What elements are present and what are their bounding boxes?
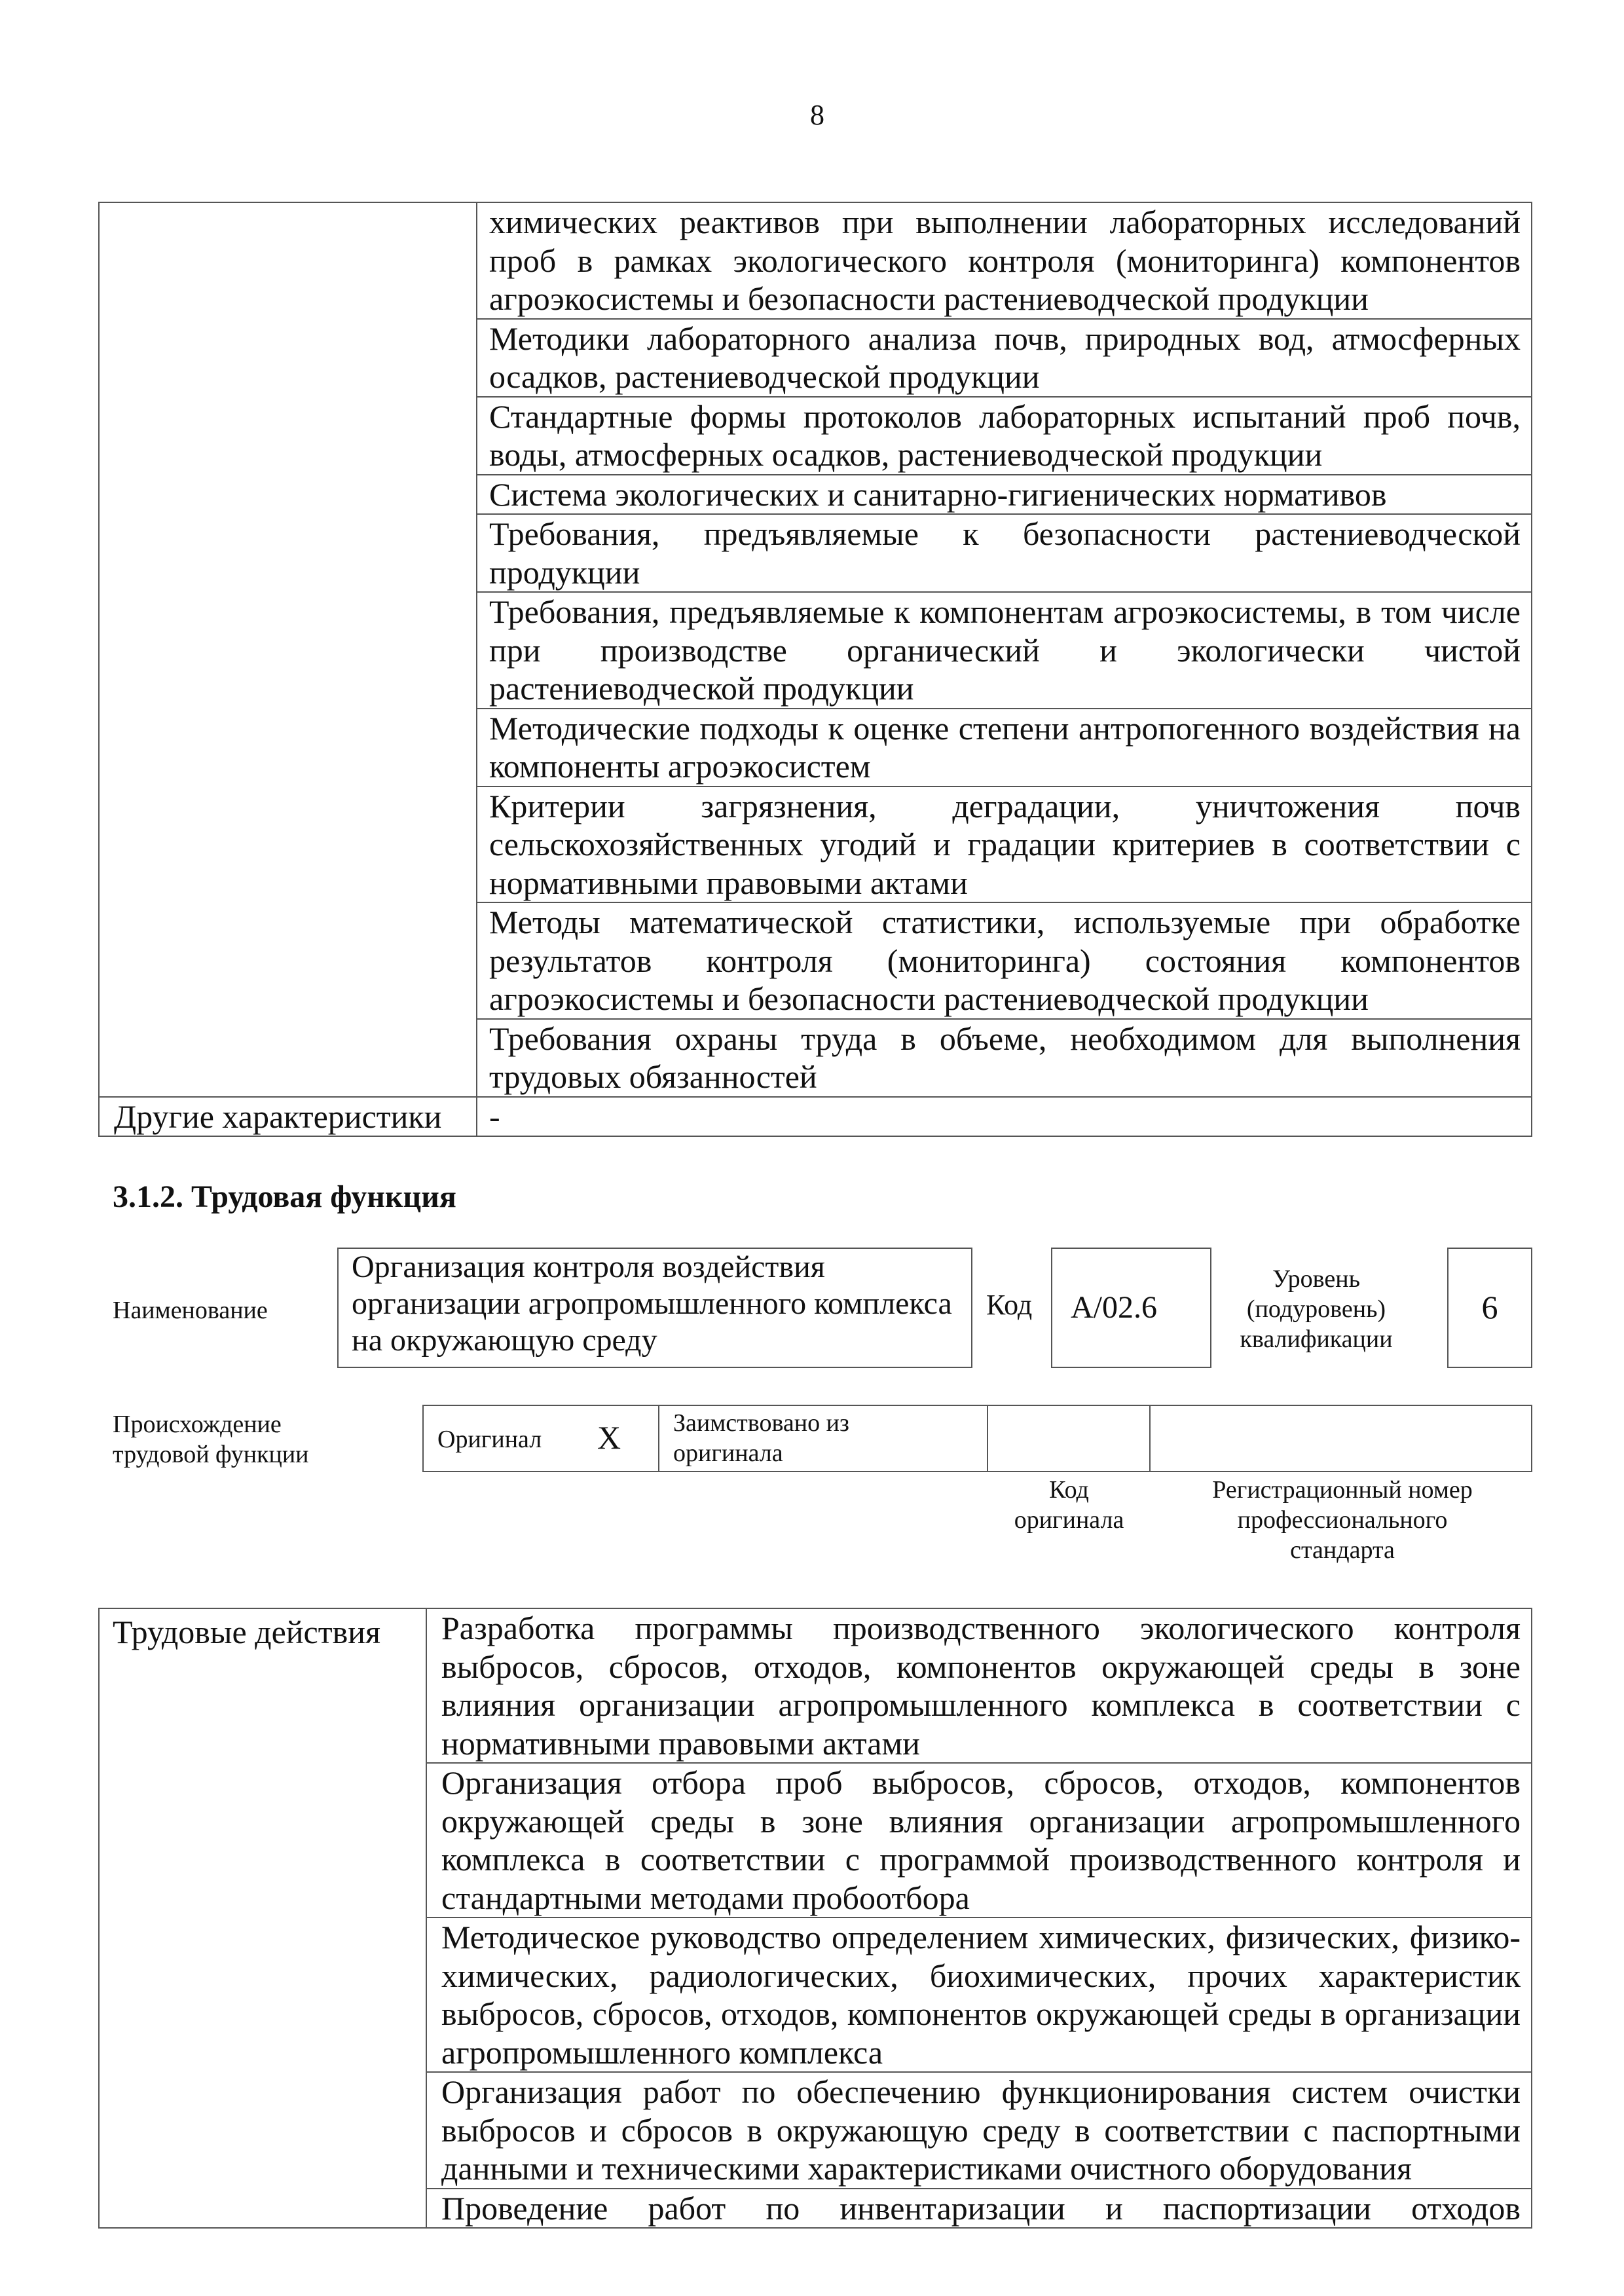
origin-divider (1149, 1405, 1151, 1472)
origin-divider (658, 1405, 659, 1472)
knowledge-item: химических реактивов при выполнении лабораторных исследований проб в рамках экологического контроля (мониторинга) компонентов агроэкосистемы и безопасности растениеводческой продукции (477, 202, 1532, 319)
original-label: Оригинал (437, 1426, 542, 1453)
labor-action-item: Организация отбора проб выбросов, сбросов, отходов, компонентов окружающей среды в зоне влияния организации агропромышленного комплекса в соответствии с программой производственного контроля и стандартными методами пробоотбора (426, 1763, 1532, 1917)
registration-number-caption: Регистрационный номер профессионального стандарта (1212, 1476, 1473, 1564)
level-box (1447, 1248, 1532, 1368)
name-value: Организация контроля воздействия организации агропромышленного комплекса на окружающую среду (352, 1250, 952, 1358)
knowledge-item: Методики лабораторного анализа почв, природных вод, атмосферных осадков, растениеводческой продукции (477, 319, 1532, 397)
level-value: 6 (1481, 1289, 1498, 1325)
knowledge-item: Методические подходы к оценке степени антропогенного воздействия на компоненты агроэкосистем (477, 709, 1532, 787)
other-characteristics-label: Другие характеристики (99, 1097, 477, 1137)
knowledge-item: Стандартные формы протоколов лабораторных испытаний проб почв, воды, атмосферных осадков, растениеводческой продукции (477, 397, 1532, 475)
knowledge-table (98, 202, 1532, 1137)
knowledge-item: Требования охраны труда в объеме, необходимом для выполнения трудовых обязанностей (477, 1019, 1532, 1097)
labor-action-item: Разработка программы производственного экологического контроля выбросов, сбросов, отходов, компонентов окружающей среды в зоне влияния организации агропромышленного комплекса в соответствии с нормативными правовыми актами (426, 1608, 1532, 1763)
knowledge-item: Требования, предъявляемые к компонентам агроэкосистемы, в том числе при производстве органический и экологически чистой растениеводческой продукции (477, 592, 1532, 709)
name-label: Наименование (113, 1297, 268, 1324)
knowledge-item: Система экологических и санитарно-гигиенических нормативов (477, 475, 1532, 515)
origin-row (422, 1405, 1532, 1472)
origin-divider (987, 1405, 988, 1472)
labor-action-item: Проведение работ по инвентаризации и паспортизации отходов (426, 2189, 1532, 2229)
code-original-caption: Код оригинала (1014, 1476, 1124, 1534)
page-number: 8 (810, 99, 824, 131)
level-label: Уровень (подуровень) квалификации (1240, 1265, 1393, 1353)
labor-actions-table (98, 1608, 1532, 2229)
knowledge-item: Методы математической статистики, используемые при обработке результатов контроля (мониторинга) состояния компонентов агроэкосистемы и безопасности растениеводческой продукции (477, 902, 1532, 1019)
labor-action-item: Организация работ по обеспечению функционирования систем очистки выбросов и сбросов в окружающую среду в соответствии с паспортными данными и техническими характеристиками очистного оборудования (426, 2072, 1532, 2189)
section-heading: 3.1.2. Трудовая функция (113, 1179, 456, 1214)
original-mark: X (597, 1419, 621, 1456)
name-box (337, 1248, 972, 1368)
empty-label-cell (99, 202, 477, 319)
borrowed-label: Заимствовано из оригинала (673, 1409, 849, 1467)
code-box (1051, 1248, 1211, 1368)
knowledge-item: Требования, предъявляемые к безопасности растениеводческой продукции (477, 514, 1532, 592)
knowledge-item: Критерии загрязнения, деградации, уничтожения почв сельскохозяйственных угодий и градации критериев в соответствии с нормативными правовыми актами (477, 787, 1532, 903)
code-label: Код (986, 1289, 1033, 1321)
origin-label: Происхождение трудовой функции (113, 1411, 309, 1468)
other-characteristics-value: - (477, 1097, 1532, 1137)
labor-action-item: Методическое руководство определением химических, физических, физико-химических, радиологических, биохимических, прочих характеристик выбросов, сбросов, отходов, компонентов окружающей среды в организации агропромышленного комплекса (426, 1917, 1532, 2072)
code-value: А/02.6 (1071, 1290, 1157, 1325)
labor-actions-label: Трудовые действия (99, 1608, 426, 2228)
